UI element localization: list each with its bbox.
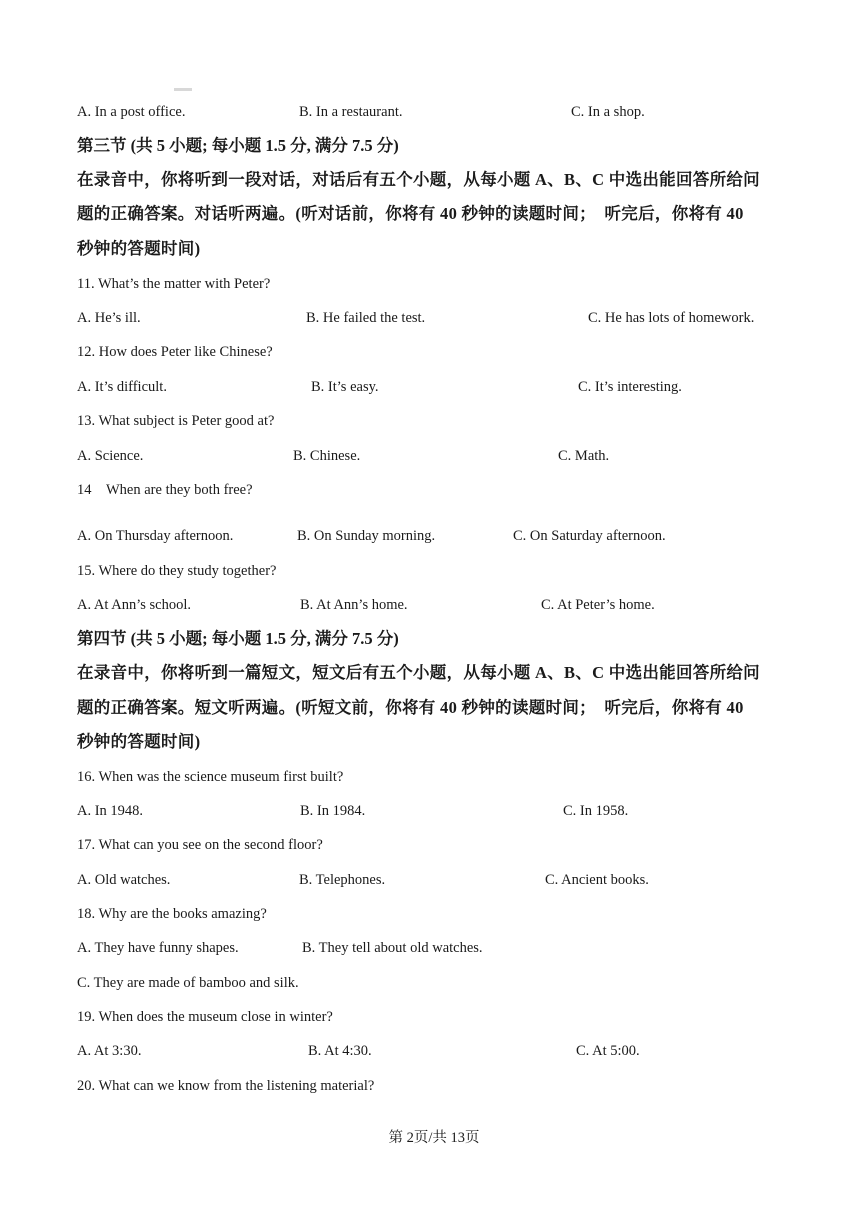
- q14-option-a: A. On Thursday afternoon.: [77, 528, 234, 544]
- question-17: 17. What can you see on the second floor?: [77, 837, 323, 853]
- q15-option-b: B. At Ann’s home.: [300, 597, 408, 613]
- q12-option-c: C. It’s interesting.: [578, 379, 682, 395]
- q16-option-b: B. In 1984.: [300, 803, 366, 819]
- q18-option-a: A. They have funny shapes.: [77, 940, 239, 956]
- q16-option-c: C. In 1958.: [563, 803, 629, 819]
- section4-heading: 第四节 (共 5 小题; 每小题 1.5 分, 满分 7.5 分): [77, 629, 399, 648]
- q12-option-a: A. It’s difficult.: [77, 379, 167, 395]
- q19-option-b: B. At 4:30.: [308, 1043, 372, 1059]
- q10-option-a: A. In a post office.: [77, 104, 186, 120]
- scan-artifact: [174, 88, 192, 91]
- q11-option-b: B. He failed the test.: [306, 310, 426, 326]
- section3-instruction-line3: 秒钟的答题时间): [77, 239, 201, 258]
- q13-option-c: C. Math.: [558, 448, 610, 464]
- question-15: 15. Where do they study together?: [77, 563, 277, 579]
- section3-instruction-line1: 在录音中，你将听到一段对话，对话后有五个小题，从每小题 A、B、C 中选出能回答所给问: [77, 170, 760, 189]
- q10-option-b: B. In a restaurant.: [299, 104, 403, 120]
- q19-option-c: C. At 5:00.: [576, 1043, 640, 1059]
- q17-option-b: B. Telephones.: [299, 872, 386, 888]
- q18-option-c: C. They are made of bamboo and silk.: [77, 975, 299, 991]
- section3-heading: 第三节 (共 5 小题; 每小题 1.5 分, 满分 7.5 分): [77, 136, 399, 155]
- q11-option-a: A. He’s ill.: [77, 310, 141, 326]
- question-20: 20. What can we know from the listening material?: [77, 1078, 375, 1094]
- q14-option-c: C. On Saturday afternoon.: [513, 528, 666, 544]
- q17-option-c: C. Ancient books.: [545, 872, 649, 888]
- q14-option-b: B. On Sunday morning.: [297, 528, 436, 544]
- section3-instruction-line2: 题的正确答案。对话听两遍。(听对话前，你将有 40 秒钟的读题时间； 听完后，你将有 40: [77, 204, 744, 223]
- q13-option-a: A. Science.: [77, 448, 144, 464]
- question-16: 16. When was the science museum first built?: [77, 769, 344, 785]
- section4-instruction-line2: 题的正确答案。短文听两遍。(听短文前，你将有 40 秒钟的读题时间； 听完后，你将有 40: [77, 698, 744, 717]
- question-19: 19. When does the museum close in winter?: [77, 1009, 333, 1025]
- q19-option-a: A. At 3:30.: [77, 1043, 142, 1059]
- q15-option-a: A. At Ann’s school.: [77, 597, 191, 613]
- question-13: 13. What subject is Peter good at?: [77, 413, 275, 429]
- question-14: 14 When are they both free?: [77, 482, 253, 498]
- q12-option-b: B. It’s easy.: [311, 379, 379, 395]
- question-18: 18. Why are the books amazing?: [77, 906, 267, 922]
- q15-option-c: C. At Peter’s home.: [541, 597, 655, 613]
- section4-instruction-line1: 在录音中，你将听到一篇短文，短文后有五个小题，从每小题 A、B、C 中选出能回答所给问: [77, 663, 760, 682]
- question-11: 11. What’s the matter with Peter?: [77, 276, 271, 292]
- q18-option-b: B. They tell about old watches.: [302, 940, 483, 956]
- section4-instruction-line3: 秒钟的答题时间): [77, 732, 201, 751]
- q11-option-c: C. He has lots of homework.: [588, 310, 755, 326]
- q16-option-a: A. In 1948.: [77, 803, 144, 819]
- q13-option-b: B. Chinese.: [293, 448, 361, 464]
- q10-option-c: C. In a shop.: [571, 104, 645, 120]
- question-12: 12. How does Peter like Chinese?: [77, 344, 273, 360]
- page-footer: 第 2页/共 13页: [388, 1130, 480, 1146]
- q17-option-a: A. Old watches.: [77, 872, 171, 888]
